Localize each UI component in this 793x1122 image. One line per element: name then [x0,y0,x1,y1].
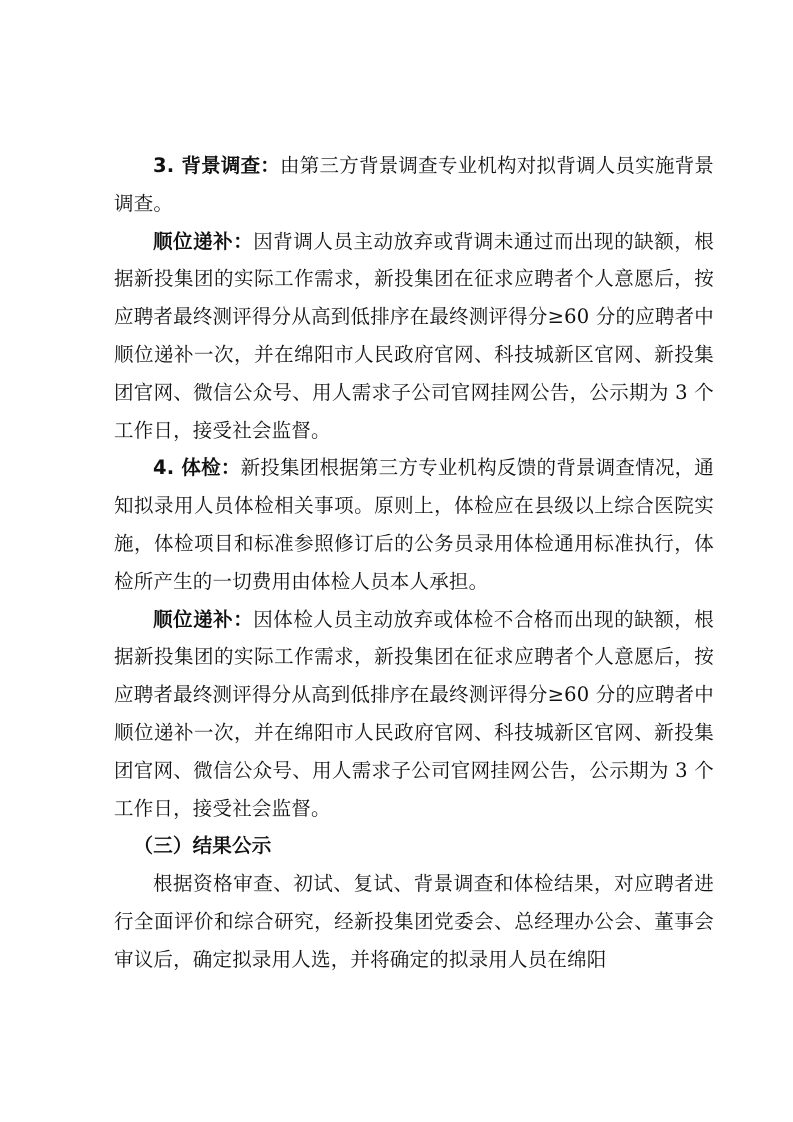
paragraph-label: 顺位递补： [153,229,254,253]
paragraph-background-check [114,147,714,223]
paragraph-results-publicity: 根据资格审查、初试、复试、背景调查和体检结果，对应聘者进行全面评价和综合研究，经新投集团党委会、总经理办公会、董事会审议后，确定拟录用人选，并将确定的拟录用人员在绵阳 [114,872,714,971]
document-body [114,145,714,979]
paragraph-label: 4. 体检： [153,456,241,480]
section-heading: （三）结果公示 [133,834,272,858]
paragraph-text: 因体检人员主动放弃或体检不合格而出现的缺额，根据新投集团的实际工作需求，新投集团在征求应聘者个人意愿后，按应聘者最终测评得分从高到低排序在最终测评得分≥60 分的应聘者中顺位递补一次，并在绵阳市人民政府官网、科技城新区官网、新投集团官网、微信公众号、用人需求子公司官网挂网公告，公示期为 3 个工作日，接受社会监督。 [114,607,714,820]
paragraph-label: 3. 背景调查： [153,154,281,177]
paragraph-text: 因背调人员主动放弃或背调未通过而出现的缺额，根据新投集团的实际工作需求，新投集团在征求应聘者个人意愿后，按应聘者最终测评得分从高到低排序在最终测评得分≥60 分的应聘者中顺位递补一次，并在绵阳市人民政府官网、科技城新区官网、新投集团官网、微信公众号、用人需求子公司官网挂网公告，公示期为 3 个工作日，接受社会监督。 [114,229,714,442]
paragraph-exam-backfill [114,601,714,828]
paragraph-label: 顺位递补： [153,607,254,631]
paragraph-physical-exam [114,449,714,600]
paragraph-text: 新投集团根据第三方专业机构反馈的背景调查情况，通知拟录用人员体检相关事项。原则上，体检应在县级以上综合医院实施，体检项目和标准参照修订后的公务员录用体检通用标准执行，体检所产生的一切费用由体检人员本人承担。 [114,456,714,593]
paragraph-text: 由第三方背景调查专业机构对拟背调人员实施背景调查。 [114,154,714,215]
paragraph-background-backfill [114,223,714,450]
